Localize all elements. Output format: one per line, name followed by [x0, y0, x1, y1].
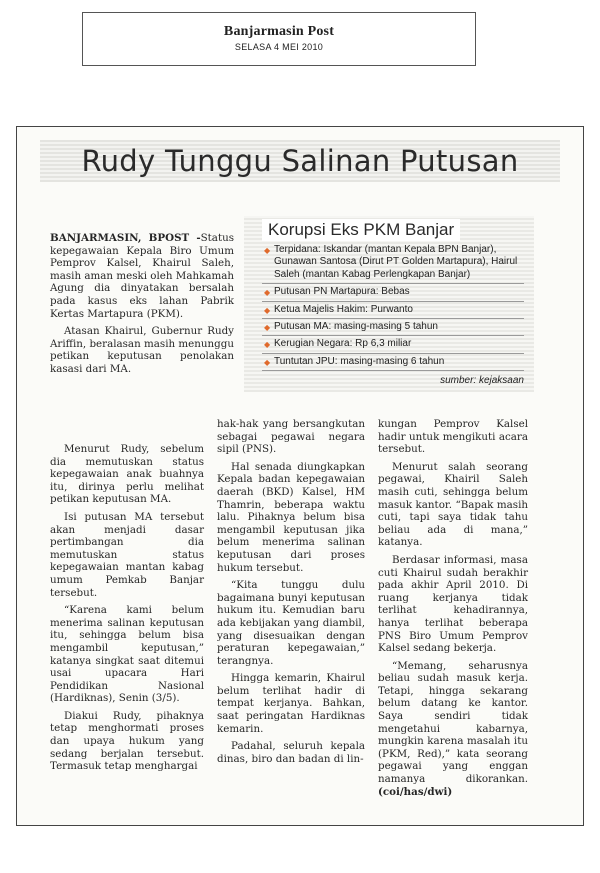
paragraph: Hal senada diungkapkan Kepala badan kepegawaian daerah (BKD) Kalsel, HM Thamrin, beberapa waktu lalu. Pihaknya belum bisa mengambil keputusan jika belum menerima salinan keputusan dari proses hukum tersebut. [217, 460, 365, 574]
paragraph: Menurut salah seorang pegawai, Khairil Saleh masih cuti, sehingga belum masuk kantor. “Bapak masih cuti, tapi saya tidak tahu beliau ada di mana,” katanya. [378, 460, 528, 549]
fact-box-source: sumber: kejaksaan [440, 375, 524, 386]
fact-box-list [262, 242, 524, 371]
paragraph: Berdasar informasi, masa cuti Khairul sudah berakhir pada akhir April 2010. Di ruang kerjanya tidak terlihat kehadirannya, hanya terlihat beberapa PNS Biro Umum Pemprov Kalsel sedang bekerja. [378, 553, 528, 655]
newspaper-name: Banjarmasin Post [223, 24, 335, 39]
fact-item: ◆ Terpidana: Iskandar (mantan Kepala BPN Banjar), Gunawan Santosa (Dirut PT Golden Martapura), Hairul Saleh (mantan Kabag Perlengkapan Banjar) [262, 242, 524, 284]
paragraph: “Memang, seharusnya beliau sudah masuk kerja. Tetapi, hingga sekarang belum datang ke kantor. Saya sendiri tidak mengetahui kabarnya, mungkin karena masalah itu (PKM, Red),” kata seorang pegawai yang enggan namanya dikorankan. (coi/has/dwi) [378, 659, 528, 798]
masthead [82, 12, 476, 66]
fact-item: ◆ Kerugian Negara: Rp 6,3 miliar [262, 336, 524, 353]
headline: Rudy Tunggu Salinan Putusan [81, 144, 519, 178]
fact-item: ◆ Putusan MA: masing-masing 5 tahun [262, 319, 524, 336]
diamond-bullet-icon: ◆ [264, 288, 271, 298]
paragraph: Padahal, seluruh kepala dinas, biro dan badan di lin- [217, 740, 365, 765]
paragraph: Diakui Rudy, pihaknya tetap menghormati proses dan upaya hukum yang sedang berjalan tersebut. Termasuk tetap menghargai [50, 709, 204, 773]
paragraph: Isi putusan MA tersebut akan menjadi dasar pertimbangan dia memutuskan status kepegawaian mantan kabag umum Pemkab Banjar tersebut. [50, 510, 204, 599]
body-column-1 [50, 443, 204, 778]
body-column-3 [378, 418, 528, 803]
paragraph: kungan Pemprov Kalsel hadir untuk mengikuti acara tersebut. [378, 418, 528, 456]
diamond-bullet-icon: ◆ [264, 246, 271, 255]
fact-item: ◆ Ketua Majelis Hakim: Purwanto [262, 302, 524, 319]
paragraph: “Kita tunggu dulu bagaimana bunyi keputusan hukum itu. Kemudian baru ada kebijakan yang diambil, yang disesuaikan dengan peraturan kepegawaian,” terangnya. [217, 579, 365, 667]
lead-column [50, 232, 234, 381]
paragraph: “Karena kami belum menerima salinan keputusan itu, sehingga belum bisa mengambil keputusan,” katanya singkat saat ditemui usai upacara Hari Pendidikan Nasional (Hardiknas), Senin (3/5). [50, 604, 204, 705]
diamond-bullet-icon: ◆ [264, 340, 271, 350]
paragraph: hak-hak yang bersangkutan sebagai pegawai negara sipil (PNS). [217, 418, 365, 456]
publication-date: SELASA 4 MEI 2010 [234, 42, 324, 52]
paragraph: Menurut Rudy, sebelum dia memutuskan status kepegawaian anak buahnya itu, dirinya perlu melihat petikan keputusan MA. [50, 443, 204, 506]
diamond-bullet-icon: ◆ [264, 305, 271, 315]
lead-paragraph [50, 232, 234, 320]
paragraph: Hingga kemarin, Khairul belum terlihat hadir di tempat kerjanya. Bahkan, saat peringatan Hardiknas kemarin. [217, 672, 365, 735]
lead-text: Status kepegawaian Kepala Biro Umum Pemprov Kalsel, Khairul Saleh, masih aman meski oleh Mahkamah Agung dia dinyatakan bersalah pada kasus eks lahan Pabrik Kertas Martapura (PKM). [50, 232, 234, 320]
diamond-bullet-icon: ◆ [264, 357, 271, 367]
dateline: BANJARMASIN, BPOST - [50, 232, 201, 244]
fact-box [244, 216, 534, 392]
fact-box-title: Korupsi Eks PKM Banjar [262, 219, 460, 241]
body-column-2 [217, 418, 365, 770]
lead-paragraph-2: Atasan Khairul, Gubernur Rudy Ariffin, beralasan masih menunggu petikan keputusan penolakan kasasi dari MA. [50, 325, 234, 375]
fact-item: ◆ Putusan PN Martapura: Bebas [262, 284, 524, 301]
diamond-bullet-icon: ◆ [264, 323, 271, 333]
byline: (coi/has/dwi) [378, 785, 453, 798]
fact-item: ◆ Tuntutan JPU: masing-masing 6 tahun [262, 354, 524, 371]
